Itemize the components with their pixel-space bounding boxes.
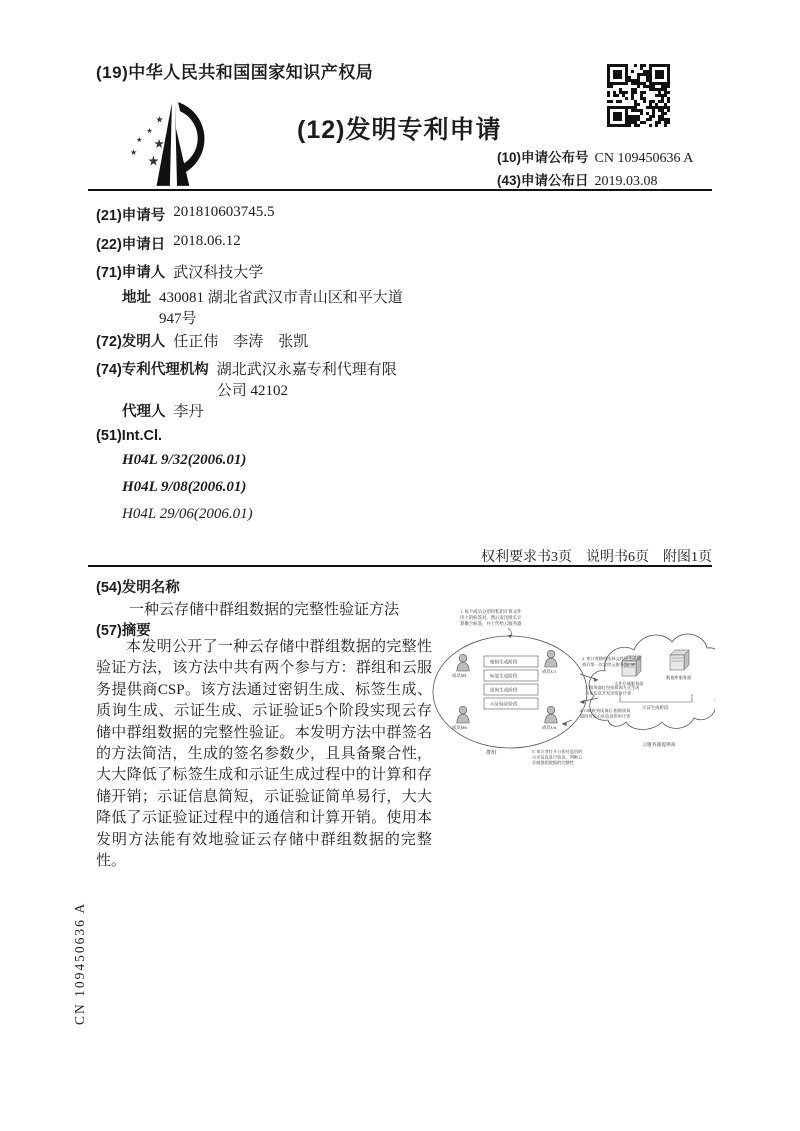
patent-office-name: (19)中华人民共和国国家知识产权局 (96, 63, 374, 82)
member-label: 成员M1 (452, 673, 467, 678)
invention-title: 一种云存储中群组数据的完整性验证方法 (129, 602, 400, 618)
agent-label: 代理人 (122, 404, 166, 420)
publication-number-value: CN 109450636 A (594, 151, 694, 166)
publication-date-label: (43)申请公布日 (497, 173, 589, 188)
figure-note2-line: 询后第一次发给云服务器CSP (582, 662, 636, 667)
person-icon (545, 706, 557, 723)
pages-summary: 权利要求书3页 说明书6页 附图1页 (481, 550, 712, 565)
server-icon (670, 650, 689, 670)
address-row (122, 286, 415, 328)
inventors-value: 任正伟 李涛 张凯 (173, 334, 309, 350)
applicant-label: (71)申请人 (96, 265, 166, 281)
ipc-entry: H04L 29/06(2006.01) (122, 506, 253, 522)
person-icon (457, 706, 469, 723)
agent-row (122, 400, 204, 421)
figure-note1-line: 算聚合标签，并上传给云服务器 (460, 621, 522, 626)
applicant-value: 武汉科技大学 (173, 265, 264, 281)
stage-box-label: 标签生成阶段 (490, 673, 518, 679)
application-number-row (96, 204, 275, 225)
figure-note5-line: 示证信息进行验证，判断云 (532, 754, 583, 760)
body-divider (88, 565, 712, 567)
member-label: 成员U1 (542, 669, 557, 674)
csp-caption: 云服务器提供商 (642, 743, 676, 748)
header-divider (88, 189, 712, 191)
address-label: 地址 (122, 290, 151, 306)
star-icon: ★ (155, 114, 164, 125)
title-section-label: (54)发明名称 (96, 580, 180, 596)
figure-note4-line: 4. CSP收到质询后,根据质询 (580, 708, 631, 713)
arrowhead (562, 722, 567, 726)
application-number-label: (21)申请号 (96, 208, 166, 224)
address-value: 430081 湖北省武汉市青山区和平大道947号 (159, 290, 403, 327)
abstract-section-label: (57)摘要 (96, 623, 151, 639)
star-icon: ★ (130, 148, 138, 158)
member-label: 成员Mn (452, 725, 467, 730)
agent-value: 李丹 (173, 404, 204, 420)
publication-number-label: (10)申请公布号 (497, 150, 589, 165)
figure-note5-line: 5. 审计者打开公钥对返回的 (532, 749, 583, 754)
ipc-entry: H04L 9/32(2006.01) (122, 452, 247, 468)
figure-note4-line: 返回对应示证信息给审计者 (580, 713, 631, 719)
figure-note3-line: 3. 服务器打包按质询方式生成 (585, 685, 640, 690)
application-date-label: (22)申请日 (96, 237, 166, 253)
stage-box-label: 密钥生成阶段 (490, 659, 518, 665)
logo-crescent (178, 102, 204, 176)
publication-date-value: 2019.03.08 (594, 174, 658, 189)
cloud-stage-label: 示证生成阶段 (642, 705, 669, 710)
arrowhead (580, 700, 585, 704)
person-icon (457, 654, 469, 671)
publication-number-row (497, 146, 693, 167)
stage-box-label: 示证验证阶段 (490, 701, 518, 707)
figure-thumbnail (430, 590, 715, 775)
qr-code (607, 64, 671, 128)
star-icon: ★ (147, 153, 160, 169)
document-type-title: (12)发明专利申请 (297, 116, 502, 144)
star-icon: ★ (146, 126, 153, 135)
person-icon (545, 650, 557, 667)
agency-value: 湖北武汉永嘉专利代理有限公司 42102 (216, 362, 397, 399)
application-date-row (96, 233, 241, 254)
cnipa-logo-icon (124, 98, 228, 190)
server-label: 数据库服务器 (666, 675, 692, 680)
ipc-label: (51)Int.Cl. (96, 428, 163, 444)
application-number-value: 201810603745.5 (173, 204, 275, 220)
star-icon: ★ (153, 137, 165, 152)
figure-note1-line: 块上的标签对，然后发送组长计 (460, 615, 522, 620)
abstract-text: 本发明公开了一种云存储中群组数据的完整性验证方法，该方法中共有两个参与方：群组和云服务提供商CSP。该方法通过密钥生成、标签生成、质询生成、示证生成、示证验证5个阶段实现云存储中群组数据的完整性验证。本发明方法中群签名的方法简洁，生成的签名参数少，且具备聚合性，大大降低了标签生成和示证生成过程中的计算和存储开销；示证信息简短，示证验证简单易行，大大降低了示证验证过程中的通信和计算开销。使用本发明方法能有效地验证云存储中群组数据的完整性。 (96, 639, 432, 870)
side-publication-code: CN 109450636 A (72, 901, 87, 1025)
star-icon: ★ (136, 135, 143, 144)
figure-note2-line: 2. 审计者随机选择文件块生成质 (582, 656, 641, 661)
figure-note1-line: 1. 每个成员分别用私钥计算文件 (460, 609, 522, 614)
figure-note5-line: 存储群组数据的完整性 (532, 760, 574, 765)
inventors-row (96, 330, 308, 351)
ipc-entry: H04L 9/08(2006.01) (122, 479, 247, 495)
agency-label: (74)专利代理机构 (96, 362, 209, 378)
agency-row (96, 358, 403, 400)
inventors-label: (72)发明人 (96, 334, 166, 350)
member-label: 成员Un (542, 725, 557, 730)
application-date-value: 2018.06.12 (173, 233, 241, 249)
server-label: 文件存储服务器 (614, 681, 644, 686)
applicant-row (96, 261, 263, 282)
publication-date-row (497, 169, 658, 190)
figure-note3-line: 示证信息并发送给审计者 (585, 690, 632, 696)
group-caption: 群组 (486, 750, 497, 756)
stage-box-label: 质询生成阶段 (490, 687, 518, 693)
